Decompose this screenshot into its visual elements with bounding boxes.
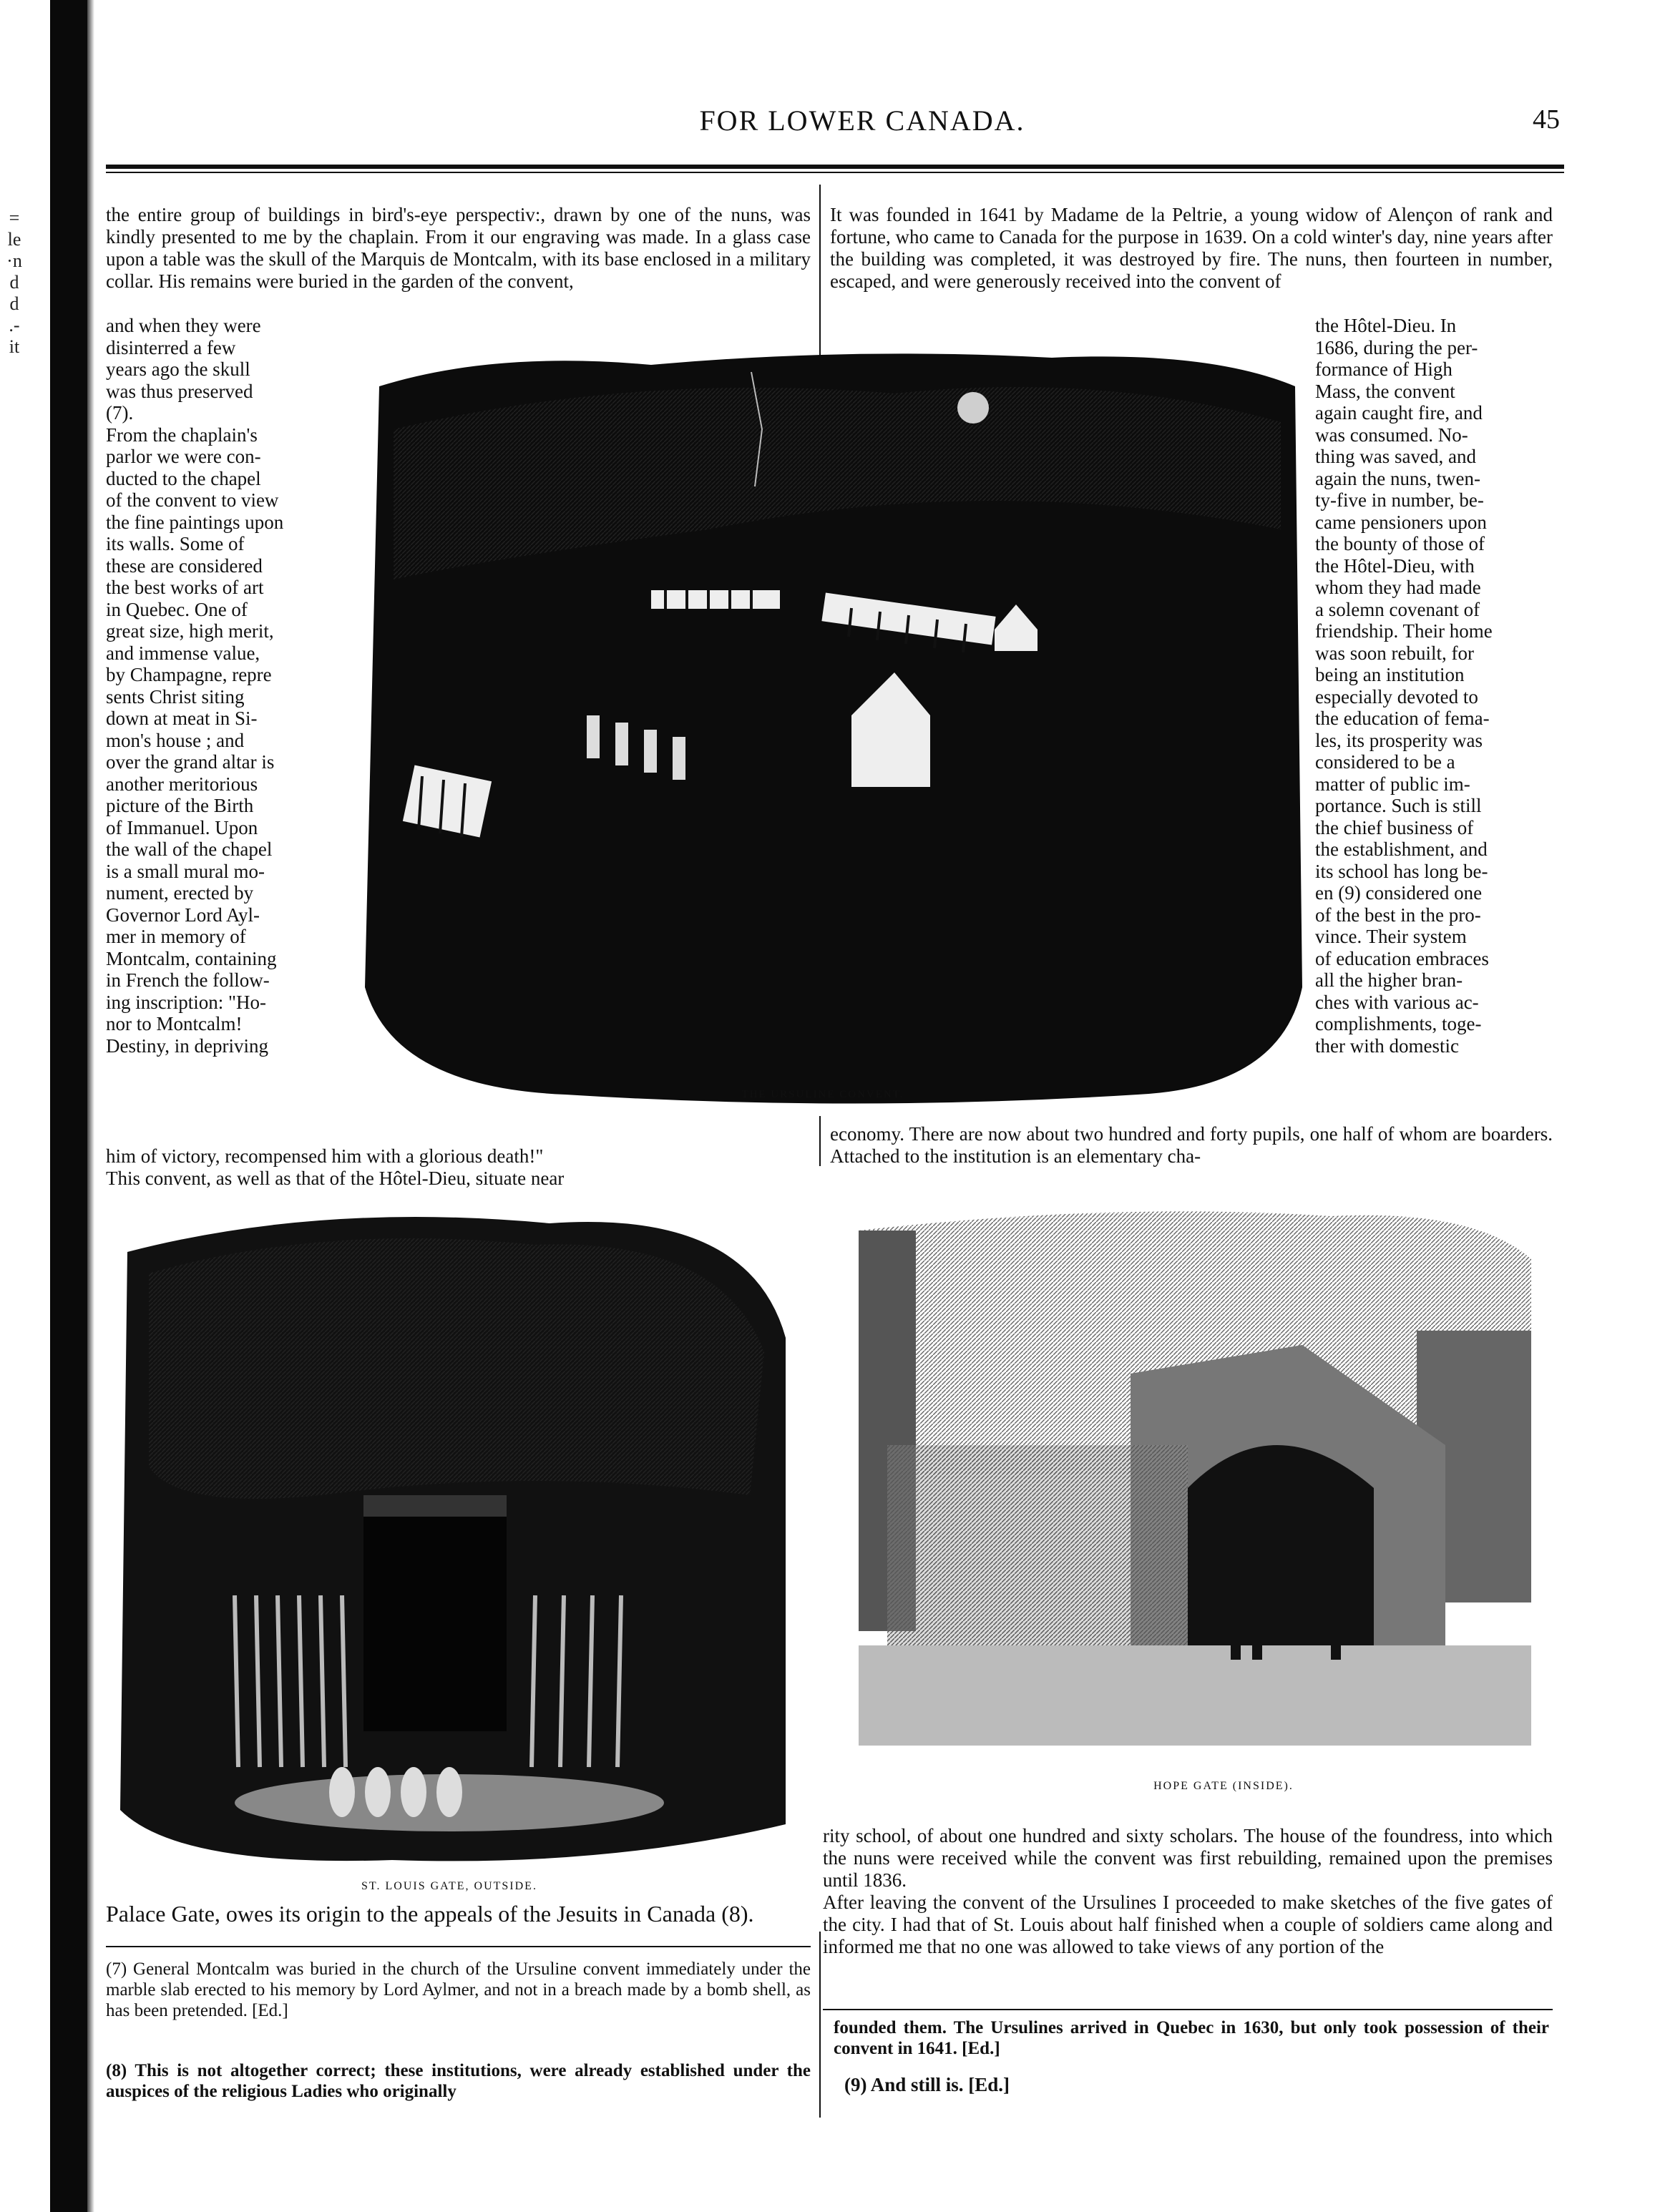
- text-line: From the chaplain's: [106, 424, 258, 446]
- paragraph: It was founded in 1641 by Madame de la Peltrie, a young widow of Alençon of rank and fortune, who came to Canada for the purpose in 1639. On a cold winter's day, nine years after the building was completed, it was destroyed by fire. The nuns, then fourteen in number, escaped, and were generously received into the convent of: [830, 204, 1553, 292]
- column-divider: [819, 1116, 821, 1166]
- text-line: its walls. Some of: [106, 533, 245, 554]
- binding-shadow: [50, 0, 87, 2212]
- footnote-rule: [823, 2009, 1553, 2010]
- text-line: the wall of the chapel: [106, 838, 273, 860]
- caption-st-louis-gate: ST. LOUIS GATE, OUTSIDE.: [361, 1880, 537, 1892]
- footnote-8-continued: [834, 2017, 1549, 2059]
- text-line: ing inscription: "Ho-: [106, 991, 267, 1013]
- text-line: ther with domestic: [1315, 1034, 1459, 1057]
- text-line: again the nuns, twen-: [1315, 467, 1480, 489]
- text-line: Mass, the convent: [1315, 380, 1455, 402]
- text-line: parlor we were con-: [106, 446, 261, 467]
- paragraph: Palace Gate, owes its origin to the appeals of the Jesuits in Canada (8).: [106, 1901, 754, 1927]
- text-line: being an institution: [1315, 664, 1465, 685]
- text-line: of Immanuel. Upon: [106, 816, 258, 838]
- text-line: Destiny, in depriving: [106, 1034, 268, 1057]
- col2-after-figure: [823, 1803, 1553, 1980]
- col1-after-figure: [106, 1903, 811, 1925]
- text-line: mon's house ; and: [106, 729, 245, 751]
- text-line: was thus preserved: [106, 380, 253, 402]
- caption-convent: THE URSULINE CONVENT.: [741, 1089, 904, 1100]
- text-line: ty-five in number, be-: [1315, 489, 1484, 511]
- text-line: of the best in the pro-: [1315, 904, 1481, 926]
- margin-fragment: ·n: [6, 250, 22, 271]
- text-line: ducted to the chapel: [106, 467, 261, 489]
- margin-fragment: le: [7, 229, 21, 250]
- caption-hope-gate: HOPE GATE (INSIDE).: [1153, 1780, 1294, 1792]
- text-line: the chief business of: [1315, 816, 1474, 838]
- text-line: en (9) considered one: [1315, 882, 1483, 904]
- col2-top-paragraph: [830, 204, 1553, 293]
- text-line: (7).: [106, 402, 134, 424]
- column-divider: [819, 1932, 821, 2118]
- text-line: especially devoted to: [1315, 685, 1478, 708]
- text-line: considered to be a: [1315, 751, 1455, 773]
- text-line: formance of High: [1315, 358, 1452, 380]
- running-title: FOR LOWER CANADA.: [699, 104, 1025, 137]
- footnote-text: founded them. The Ursulines arrived in Quebec in 1630, but only took possession of their convent in 1641. [Ed.]: [834, 2018, 1549, 2058]
- text-line: by Champagne, repre: [106, 664, 272, 685]
- text-line: the establishment, and: [1315, 838, 1488, 860]
- text-line: of education embraces: [1315, 947, 1489, 969]
- text-line: sents Christ siting: [106, 685, 245, 708]
- margin-fragment: =: [9, 207, 20, 228]
- margin-fragments: [0, 207, 29, 358]
- text-line: years ago the skull: [106, 358, 250, 380]
- text-line: ches with various ac-: [1315, 991, 1479, 1013]
- text-line: picture of the Birth: [106, 795, 254, 816]
- footnote-rule: [106, 1946, 811, 1947]
- text-line: of the convent to view: [106, 489, 279, 511]
- text-line: friendship. Their home: [1315, 620, 1493, 642]
- text-line: portance. Such is still: [1315, 795, 1482, 816]
- text-line: vince. Their system: [1315, 926, 1467, 947]
- margin-fragment: d: [9, 272, 19, 293]
- text-line: all the higher bran-: [1315, 969, 1463, 991]
- st-louis-gate-engraving: [106, 1195, 793, 1874]
- text-line: great size, high merit,: [106, 620, 274, 642]
- paragraph: economy. There are now about two hundred and forty pupils, one half of whom are boarders. Attached to the institution is an elementary cha-: [830, 1123, 1553, 1167]
- text-line: disinterred a few: [106, 336, 236, 358]
- margin-fragment: d: [9, 293, 19, 314]
- text-line: whom they had made: [1315, 577, 1481, 598]
- text-line: is a small mural mo-: [106, 860, 265, 882]
- col1-top-paragraph: [106, 204, 811, 293]
- col1-wrap-text: [106, 315, 335, 1057]
- text-line: came pensioners upon: [1315, 511, 1487, 533]
- text-line: these are considered: [106, 554, 263, 577]
- text-line: was soon rebuilt, for: [1315, 642, 1474, 664]
- footnote-7: [106, 1959, 811, 2021]
- text-line: mer in memory of: [106, 926, 246, 947]
- text-line: and immense value,: [106, 642, 260, 664]
- running-header: [165, 104, 1560, 147]
- margin-fragment: .-: [9, 315, 20, 336]
- text-line: the Hôtel-Dieu. In: [1315, 315, 1457, 336]
- text-line: the fine paintings upon: [106, 511, 284, 533]
- hope-gate-engraving: [830, 1188, 1553, 1774]
- footnote-9: [844, 2075, 1488, 2095]
- text-line: the Hôtel-Dieu, with: [1315, 554, 1475, 577]
- text-line: Montcalm, containing: [106, 947, 277, 969]
- ursuline-convent-engraving: [351, 343, 1309, 1116]
- text-line: the best works of art: [106, 577, 264, 598]
- text-line: its school has long be-: [1315, 860, 1488, 882]
- text-line: a solemn covenant of: [1315, 598, 1480, 620]
- paragraph: rity school, of about one hundred and sixty scholars. The house of the foundress, into which the nuns were received while the convent was first rebuilding, remained upon the premises until 1836. After leaving the convent of the Ursulines I proceeded to make sketches of the five gates of the city. I had that of St. Louis about half finished when a couple of soldiers came along and informed me that no one was allowed to take views of any portion of the: [823, 1825, 1553, 1957]
- text-line: les, its prosperity was: [1315, 729, 1483, 751]
- text-line: thing was saved, and: [1315, 446, 1476, 467]
- binding-shadow-fade: [87, 0, 94, 2212]
- text-line: down at meat in Si-: [106, 708, 258, 729]
- margin-fragment: it: [9, 336, 20, 357]
- footnote-text: (8) This is not altogether correct; these institutions, were already established under the auspices of the religious Ladies who originally: [106, 2061, 811, 2101]
- text-line: again caught fire, and: [1315, 402, 1483, 424]
- col2-wrap-text: [1315, 315, 1553, 1057]
- footnote-text: (7) General Montcalm was buried in the church of the Ursuline convent immediately under the marble slab erected to his memory by Lord Aylmer, and not in a breach made by a bomb shell, as has been pretended. [Ed.]: [106, 1959, 811, 2020]
- text-line: the education of fema-: [1315, 708, 1490, 729]
- page-number: 45: [1533, 104, 1560, 134]
- col2-bottom-paragraph: [830, 1123, 1553, 1168]
- text-line: was consumed. No-: [1315, 424, 1468, 446]
- header-rule-thin: [106, 172, 1564, 173]
- header-rule: [106, 165, 1564, 169]
- text-line: another meritorious: [106, 773, 258, 795]
- text-line: nument, erected by: [106, 882, 254, 904]
- footnote-text: (9) And still is. [Ed.]: [844, 2074, 1010, 2095]
- text-line: in French the follow-: [106, 969, 270, 991]
- footnote-8: [106, 2060, 811, 2102]
- text-line: the bounty of those of: [1315, 533, 1485, 554]
- text-line: nor to Montcalm!: [106, 1013, 243, 1034]
- text-line: and when they were: [106, 315, 261, 336]
- text-line: Governor Lord Ayl-: [106, 904, 260, 926]
- text-line: matter of public im-: [1315, 773, 1470, 795]
- text-line: complishments, toge-: [1315, 1013, 1482, 1034]
- text-line: over the grand altar is: [106, 751, 275, 773]
- text-line: in Quebec. One of: [106, 598, 248, 620]
- paragraph: the entire group of buildings in bird's-eye perspectiv:, drawn by one of the nuns, was kindly presented to me by the chaplain. From it our engraving was made. In a glass case upon a table was the skull of the Marquis de Montcalm, with its base enclosed in a military collar. His remains were buried in the garden of the convent,: [106, 204, 811, 292]
- text-line: 1686, during the per-: [1315, 336, 1478, 358]
- paragraph: him of victory, recompensed him with a glorious death!" This convent, as well as that of the Hôtel-Dieu, situate near: [106, 1145, 565, 1189]
